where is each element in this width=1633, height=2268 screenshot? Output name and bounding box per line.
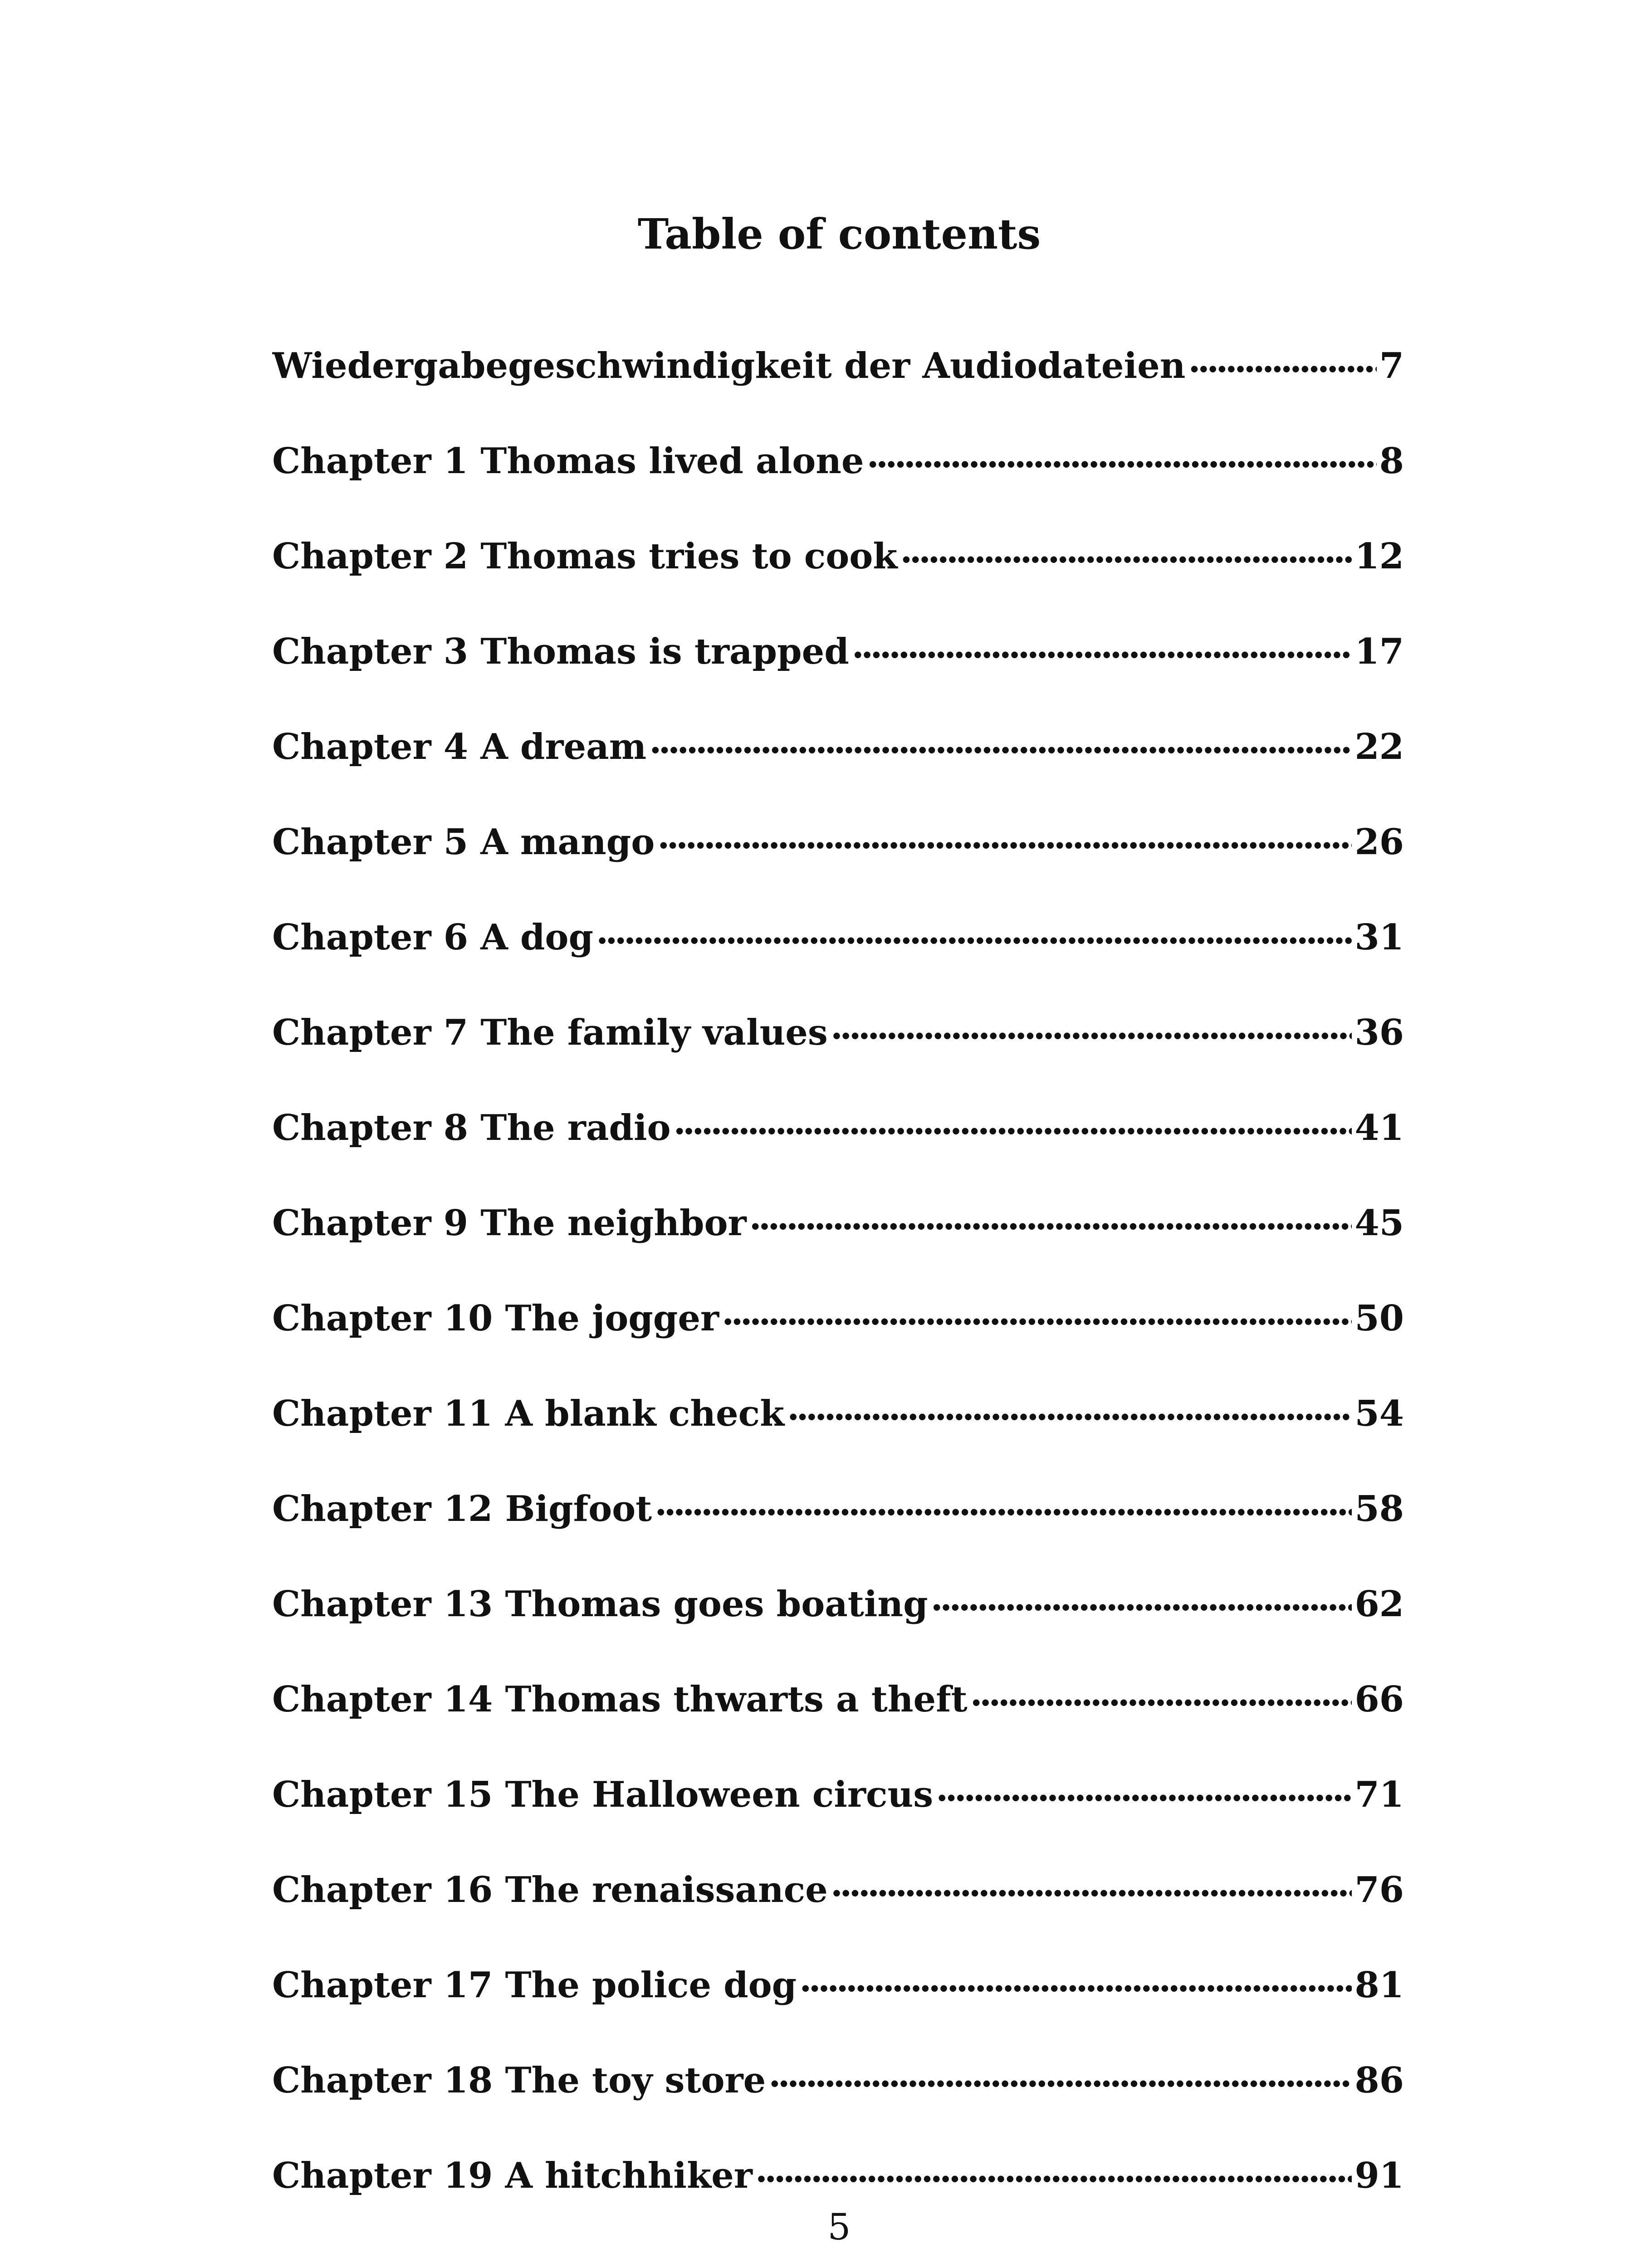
- toc-entry-page: 71: [1354, 1774, 1404, 1815]
- toc-entry-page: 7: [1379, 345, 1404, 386]
- dot-leader: [900, 533, 1352, 568]
- dot-leader: [852, 628, 1352, 664]
- toc-entry-label: Chapter 18 The toy store: [272, 2060, 766, 2101]
- toc-entry-label: Chapter 8 The radio: [272, 1107, 671, 1149]
- toc-entry[interactable]: [272, 533, 1404, 628]
- toc-entry-page: 26: [1354, 821, 1404, 863]
- toc-entry-page: 45: [1354, 1202, 1404, 1244]
- toc-entry-label: Chapter 10 The jogger: [272, 1298, 719, 1339]
- toc-entry-label: Chapter 4 A dream: [272, 726, 647, 767]
- toc-entry[interactable]: [272, 1581, 1404, 1676]
- toc-entry[interactable]: [272, 914, 1404, 1009]
- dot-leader: [649, 723, 1352, 759]
- dot-leader: [831, 1867, 1352, 1902]
- toc-entry-page: 36: [1354, 1012, 1404, 1053]
- toc-entry-label: Chapter 7 The family values: [272, 1012, 828, 1053]
- dot-leader: [799, 1962, 1352, 1997]
- dot-leader: [722, 1295, 1352, 1330]
- dot-leader: [936, 1771, 1352, 1807]
- toc-entry[interactable]: [272, 1390, 1404, 1486]
- toc-entry[interactable]: [272, 1962, 1404, 2057]
- toc-entry-page: 50: [1354, 1298, 1404, 1339]
- toc-entry-label: Chapter 12 Bigfoot: [272, 1488, 652, 1530]
- toc-entry-page: 17: [1354, 631, 1404, 672]
- toc-entry-page: 91: [1354, 2155, 1404, 2196]
- dot-leader: [970, 1676, 1352, 1711]
- toc-entry-page: 31: [1354, 917, 1404, 958]
- toc-entry-page: 12: [1354, 536, 1404, 577]
- toc-entry-label: Chapter 6 A dog: [272, 917, 593, 958]
- toc-entry-label: Wiedergabegeschwindigkeit der Audiodateien: [272, 345, 1186, 386]
- toc-entry-page: 58: [1354, 1488, 1404, 1530]
- toc-entry[interactable]: [272, 628, 1404, 723]
- toc-entry-page: 86: [1354, 2060, 1404, 2101]
- page-number: 5: [827, 2206, 851, 2248]
- dot-leader: [1188, 342, 1377, 378]
- toc-entry[interactable]: [272, 1486, 1404, 1581]
- toc-entry-label: Chapter 19 A hitchhiker: [272, 2155, 753, 2196]
- dot-leader: [831, 1009, 1352, 1045]
- dot-leader: [749, 1200, 1352, 1235]
- toc-entry-label: Chapter 9 The neighbor: [272, 1202, 747, 1244]
- dot-leader: [596, 914, 1352, 949]
- toc-entry-page: 54: [1354, 1393, 1404, 1434]
- toc-entry-label: Chapter 5 A mango: [272, 821, 655, 863]
- toc-entry-page: 8: [1379, 440, 1404, 482]
- toc-entry-label: Chapter 13 Thomas goes boating: [272, 1584, 928, 1625]
- toc-entry[interactable]: [272, 438, 1404, 533]
- toc-entry-label: Chapter 11 A blank check: [272, 1393, 785, 1434]
- toc-entry-label: Chapter 17 The police dog: [272, 1965, 797, 2006]
- toc-entry-page: 22: [1354, 726, 1404, 767]
- toc-entry-label: Chapter 2 Thomas tries to cook: [272, 536, 898, 577]
- toc-title: Table of contents: [637, 210, 1041, 259]
- toc-entry[interactable]: [272, 2057, 1404, 2152]
- dot-leader: [657, 819, 1352, 854]
- toc-entry-label: Chapter 3 Thomas is trapped: [272, 631, 849, 672]
- toc-entry-page: 76: [1354, 1869, 1404, 1911]
- toc-entry-page: 62: [1354, 1584, 1404, 1625]
- dot-leader: [755, 2152, 1352, 2188]
- toc-entry[interactable]: [272, 1295, 1404, 1390]
- toc-entry[interactable]: [272, 1867, 1404, 1962]
- toc-entry[interactable]: [272, 1009, 1404, 1105]
- toc-list: [272, 342, 1404, 2248]
- toc-entry[interactable]: [272, 723, 1404, 819]
- toc-entry-label: Chapter 1 Thomas lived alone: [272, 440, 864, 482]
- toc-entry-label: Chapter 14 Thomas thwarts a theft: [272, 1679, 968, 1720]
- dot-leader: [674, 1105, 1352, 1140]
- toc-entry-label: Chapter 16 The renaissance: [272, 1869, 828, 1911]
- dot-leader: [768, 2057, 1352, 2092]
- toc-entry-page: 41: [1354, 1107, 1404, 1149]
- toc-entry-page: 66: [1354, 1679, 1404, 1720]
- toc-entry[interactable]: [272, 1200, 1404, 1295]
- toc-entry[interactable]: [272, 1105, 1404, 1200]
- toc-entry[interactable]: [272, 819, 1404, 914]
- toc-entry[interactable]: [272, 1676, 1404, 1771]
- dot-leader: [655, 1486, 1352, 1521]
- toc-entry-label: Chapter 15 The Halloween circus: [272, 1774, 934, 1815]
- dot-leader: [931, 1581, 1352, 1616]
- toc-entry[interactable]: [272, 1771, 1404, 1867]
- dot-leader: [867, 438, 1377, 473]
- toc-entry[interactable]: [272, 342, 1404, 438]
- toc-entry-page: 81: [1354, 1965, 1404, 2006]
- dot-leader: [787, 1390, 1352, 1426]
